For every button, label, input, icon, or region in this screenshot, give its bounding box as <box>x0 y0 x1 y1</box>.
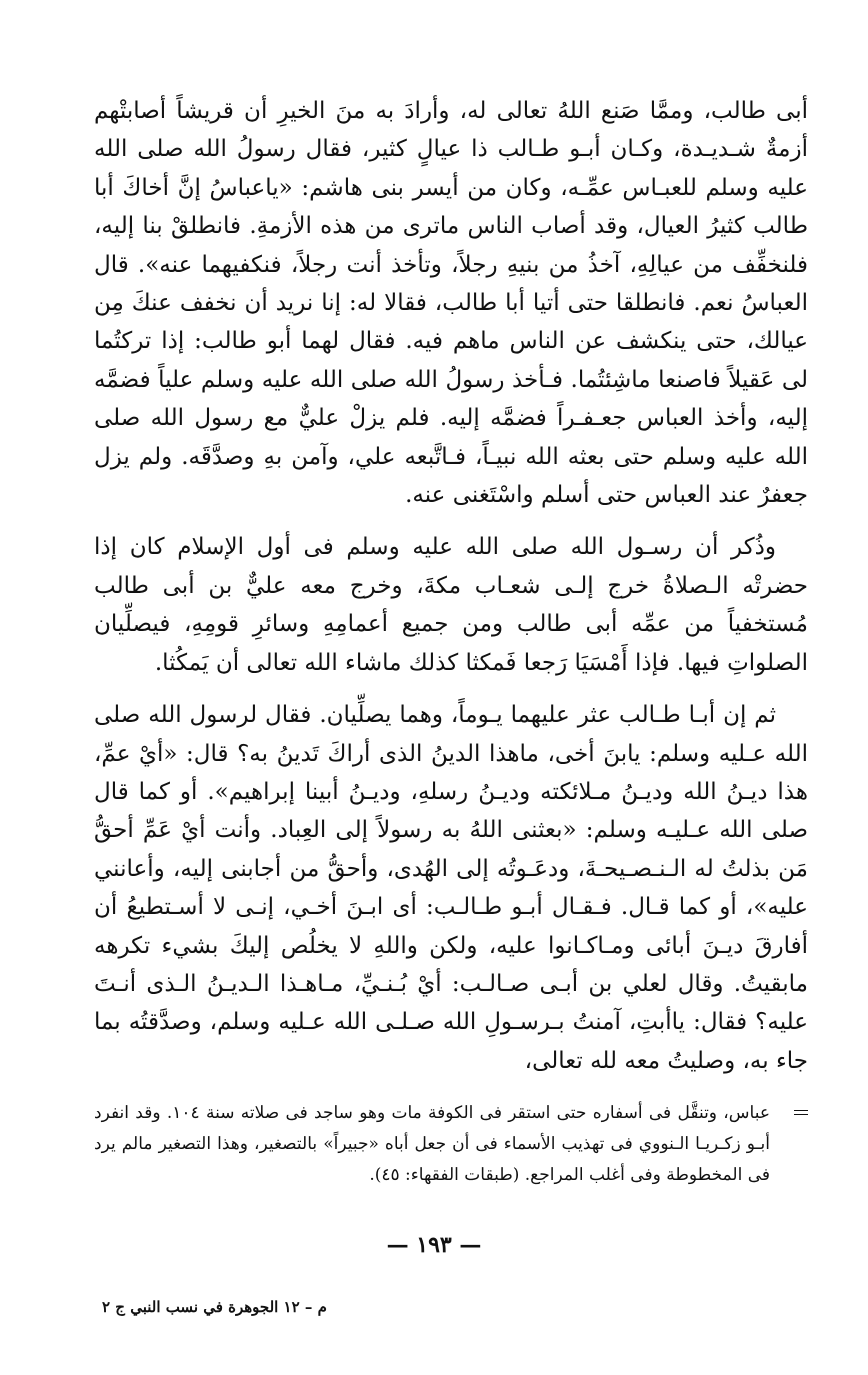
page-number: — ١٩٣ — <box>386 1232 482 1258</box>
paragraph-3: ثم إن أبـا طـالب عثر عليهما يـوماً، وهما يصلِّيان. فقال لرسول الله صلى الله عـليه وسلم: يابنَ أخى، ماهذا الدينُ الذى أراكَ تَدينُ به؟ قال: «أيْ عمِّ، هذا ديـنُ الله وديـنُ مـلائكته وديـنُ رسلهِ، وديـنُ أبينا إبراهيم». أو كما قال صلى الله عـليـه وسلم: «بعثنى اللهُ به رسولاً إلى العِباد. وأنت أيْ عَمِّ أحقُّ مَن بذلتُ له الـنـصـيحـةَ، ودعَـوتُه إلى الهُدى، وأحقُّ من أجابنى إليه، وأعانني عليه»، أو كما قـال. فـقـال أبـو طـالـب: أى ابـنَ أخـي، إنـى لا أسـتطيعُ أن أفارقَ ديـنَ أبائى ومـاكـانوا عليه، ولكن واللهِ لا يخلُص إليكَ بشيء تكرهه مابقيتُ. وقال لعلي بن أبـى صـالـب: أيْ بُـنـيِّ، مـاهـذا الـديـنُ الـذى أنـتَ عليه؟ فقال: ياأبتِ، آمنتُ بـرسـولِ الله صـلـى الله عـليه وسلم، وصدَّقتُه بما جاء به، وصليتُ معه لله تعالى، <box>94 702 808 1074</box>
paragraph-2: وذُكر أن رسـول الله صلى الله عليه وسلم فى أول الإسلام كان إذا حضرتْه الـصلاةُ خرج إلـى شعـاب مكةَ، وخرج معه عليٌّ بن أبى طالب مُستخفياً من عمِّه أبى طالب ومن جميع أعمامِهِ وسائرِ قومِهِ، فيصلِّيان الصلواتِ فيها. فإذا أَمْسَيَا رَجعا فَمكثا كذلك ماشاء الله تعالى أن يَمكُثا. <box>94 534 808 676</box>
paragraph-1: أبى طالب، وممَّا صَنع اللهُ تعالى له، وأرادَ به منَ الخيرِ أن قريشاً أصابتْهم أزمةٌ شـديـدة، وكـان أبـو طـالب ذا عيالٍ كثير، فقال رسولُ الله صلى الله عليه وسلم للعبـاس عمِّـه، وكان من أيسر بنى هاشم: «ياعباسُ إنَّ أخاكَ أبا طالب كثيرُ العيال، وقد أصاب الناس ماترى من هذه الأزمةِ. فانطلقْ بنا إليه، فلنخفِّف من عيالِهِ، آخذُ من بنيهِ رجلاً، وتأخذ أنت رجلاً، فنكفيهما عنه». قال العباسُ نعم. فانطلقا حتى أتيا أبا طالب، فقالا له: إنا نريد أن نخفف عنكَ مِن عيالك، حتى ينكشف عن الناس ماهم فيه. فقال لهما أبو طالب: إذا تركتُما لى عَقيلاً فاصنعا ماشِئتُما. فـأخذ رسولُ الله صلى الله عليه وسلم علياً فضمَّه إليه، وأخذ العباس جعـفـراً فضمَّه إليه. فلم يزلْ عليٌّ مع رسول الله صلى الله عليه وسلم حتى بعثه الله نبيـاً، فـاتَّبعه علي، وآمن بهِ وصدَّقَه. ولم يزل جعفرٌ عند العباس حتى أسلم واسْتَغنى عنه. <box>94 98 808 509</box>
printer-signature: م – ١٢ الجوهرة في نسب النبي ج ٢ <box>102 1298 327 1316</box>
main-text <box>94 92 808 1080</box>
footnote-continuation-mark <box>794 1110 808 1111</box>
footnote: عباس، وتنقَّل فى أسفاره حتى استقر فى الكوفة مات وهو ساجد فى صلاته سنة ١٠٤. وقد انفرد أبـو زكـريـا الـنووي فى تهذيب الأسماء فى أن جعل أباه «جبيراً» بالتصغير، وهذا التصغير مالم يرد فى المخطوطة وفى أغلب المراجع. (طبقات الفقهاء: ٤٥). <box>94 1103 770 1185</box>
